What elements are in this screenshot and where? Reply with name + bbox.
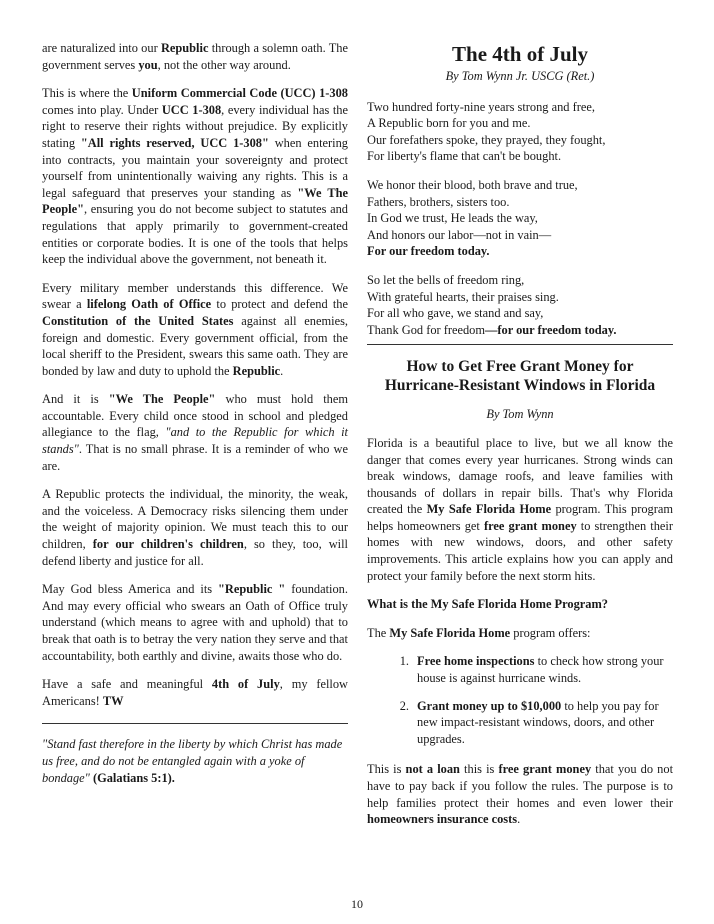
- poem-line: Our forefathers spoke, they prayed, they fought,: [367, 132, 606, 147]
- list-item: 2. Grant money up to $10,000 to help you pay for new impact-resistant windows, doors, and other upgrades.: [399, 698, 659, 746]
- quote-divider: [42, 723, 348, 724]
- poem-line: Two hundred forty-nine years strong and free,: [367, 99, 595, 114]
- poem-line: For all who gave, we stand and say,: [367, 306, 544, 321]
- poem-line: With grateful hearts, their praises sing.: [367, 289, 559, 304]
- paragraph-god-bless: May God bless America and its "Republic " foundation. And may every official who swears an Oath of Office truly understand (which means to agree with and uphold) that to break that oath is to betray the very nation they serve and that accountability, both earthly and divine, awaits those who do.: [42, 582, 348, 663]
- article-divider: [367, 344, 673, 345]
- article-intro: Florida is a beautiful place to live, but we all know the danger that comes every year hurricanes. Strong winds can break windows, damage roofs, and leave families with thousands of dollars in repair bills. That's why Florida created the My Safe Florida Home program. This program helps homeowners get free grant money to strengthen their homes with new windows, doors, and other safety improvements. This article explains how you can apply and protect your family before the next storm hits.: [367, 435, 673, 583]
- poem-line: Fathers, brothers, sisters too.: [367, 194, 510, 209]
- paragraph-republic-oath: are naturalized into our Republic through a solemn oath. The government serves you, not the other way around.: [42, 41, 348, 72]
- paragraph-closing-wishes: Have a safe and meaningful 4th of July, my fellow Americans! TW: [42, 677, 348, 708]
- paragraph-republic-protects: A Republic protects the individual, the minority, the weak, and the voiceless. A Democracy risks silencing them under the weight of majority opinion. We must teach this to our children, for our children's children, so they, too, will defend liberty and justice for all.: [42, 487, 349, 568]
- poem-line: For our freedom today.: [367, 244, 490, 259]
- right-column: [367, 42, 673, 828]
- article-title: How to Get Free Grant Money for Hurricane-Resistant Windows in Florida: [384, 358, 656, 395]
- page-number: 10: [351, 897, 363, 911]
- poem-title: The 4th of July: [452, 42, 588, 66]
- poem-stanza-3: [367, 272, 673, 338]
- poem-line: Thank God for freedom—for our freedom today.: [367, 322, 617, 337]
- poem-stanza-2: [367, 177, 673, 260]
- poem-stanza-1: [367, 99, 673, 165]
- scripture-quote: "Stand fast therefore in the liberty by which Christ has made us free, and do not be entangled again with a yoke of bondage" (Galatians 5:1).: [42, 737, 343, 785]
- left-column: [42, 40, 348, 786]
- paragraph-military-oath: Every military member understands this difference. We swear a lifelong Oath of Office to protect and defend the Constitution of the United States against all enemies, foreign and domestic. Every government official, from the local sheriff to the President, swears this same oath. They are bonded by law and duty to uphold the Republic.: [42, 280, 348, 378]
- paragraph-we-the-people: And it is "We The People" who must hold them accountable. Every child once stood in school and pledged allegiance to the flag, "and to the Republic for which it stands". That is no small phrase. It is a reminder of who we are.: [42, 392, 349, 473]
- article-byline: By Tom Wynn: [486, 407, 554, 422]
- article-closing: This is not a loan this is free grant money that you do not have to pay back if you follow the rules. The purpose is to help families protect their homes and even lower their homeowners insurance costs.: [367, 762, 674, 827]
- poem-line: For liberty's flame that can't be bought.: [367, 149, 562, 164]
- article-subhead: What is the My Safe Florida Home Program?: [367, 597, 609, 612]
- poem-byline: By Tom Wynn Jr. USCG (Ret.): [445, 69, 595, 83]
- poem-line: In God we trust, He leads the way,: [367, 211, 538, 226]
- poem-line: A Republic born for you and me.: [367, 116, 531, 131]
- program-offers-intro: The My Safe Florida Home program offers:: [367, 625, 591, 640]
- poem-line: We honor their blood, both brave and true,: [367, 177, 578, 192]
- poem-line: So let the bells of freedom ring,: [367, 272, 525, 287]
- list-item: 1. Free home inspections to check how strong your house is against hurricane winds.: [399, 654, 664, 686]
- poem-line: And honors our labor—not in vain—: [367, 227, 552, 242]
- paragraph-ucc: This is where the Uniform Commercial Code (UCC) 1-308 comes into play. Under UCC 1-308, every individual has the right to reserve their rights without prejudice. By explicitly stating "All rights reserved, UCC 1-308" when entering into contracts, you maintain your sovereignty and protect yourself from unintentionally waiving any rights. This is a legal safeguard that preserves your standing as "We The People", ensuring you do not become subject to statutes and regulations that apply primarily to government-created entities or corporate bodies. It is one of the tools that helps keep the individual above the government, not beneath it.: [42, 86, 348, 267]
